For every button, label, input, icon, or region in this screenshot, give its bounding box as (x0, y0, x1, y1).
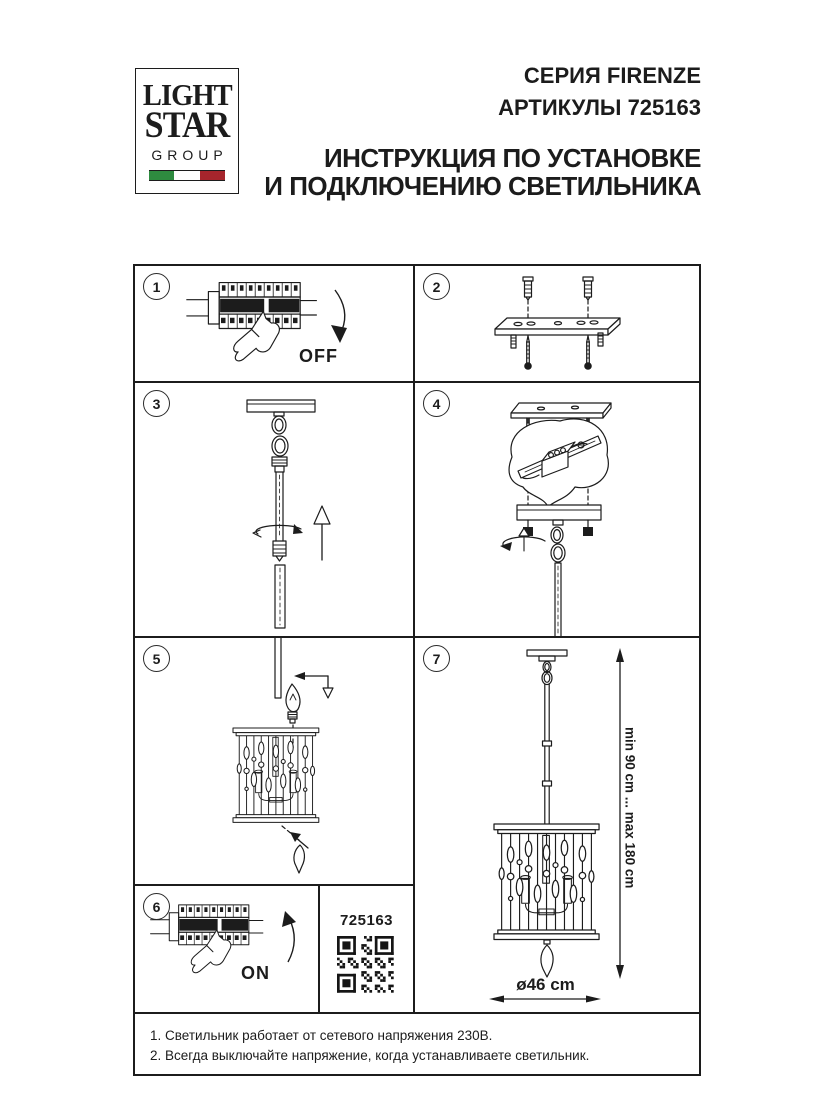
step-number-badge: 5 (143, 645, 170, 672)
footer-notes (135, 1014, 699, 1074)
assembled-lamp-illustration (415, 638, 699, 1014)
flag-red (200, 171, 225, 180)
articles-title: АРТИКУЛЫ 725163 (498, 95, 701, 120)
instruction-title (264, 144, 701, 200)
step-number-badge: 2 (423, 273, 450, 300)
lightstar-logo (135, 68, 239, 194)
height-range-dimension-label: min 90 cm ... max 180 cm (622, 727, 638, 889)
flag-green (149, 171, 174, 180)
off-label: OFF (299, 346, 338, 366)
diameter-dimension-label: ø46 cm (516, 975, 575, 994)
step-6-panel (135, 886, 320, 1014)
ceiling-connection-illustration (415, 383, 699, 638)
step-1-panel (135, 266, 415, 383)
qr-code (337, 936, 395, 994)
qr-panel (320, 886, 415, 1014)
qr-article-number: 725163 (339, 912, 394, 929)
step-number-badge: 7 (423, 645, 450, 672)
series-title: СЕРИЯ FIRENZE (523, 63, 701, 88)
step-number-badge: 6 (143, 893, 170, 920)
logo-word-light: LIGHT (142, 76, 232, 112)
header-article-block (498, 60, 701, 124)
instruction-title-line1: ИНСТРУКЦИЯ ПО УСТАНОВКЕ (323, 143, 701, 173)
instruction-title-line2: И ПОДКЛЮЧЕНИЮ СВЕТИЛЬНИКА (264, 171, 701, 201)
note-line-1: 1. Светильник работает от сетевого напряжения 230В. (150, 1028, 493, 1043)
mounting-bracket-illustration (415, 266, 699, 383)
step-number-badge: 1 (143, 273, 170, 300)
step-2-panel (415, 266, 699, 383)
italian-flag-stripe (149, 170, 225, 181)
shade-assembly-illustration (135, 638, 415, 886)
step-number-badge: 3 (143, 390, 170, 417)
note-line-2: 2. Всегда выключайте напряжение, когда устанавливаете светильник. (150, 1048, 590, 1063)
rod-adjustment-illustration (135, 383, 415, 638)
step-5-panel (135, 638, 415, 886)
steps-grid (133, 264, 701, 1076)
logo-word-group: GROUP (151, 147, 228, 164)
logo-word-star: STAR (144, 105, 230, 147)
step-number-badge: 4 (423, 390, 450, 417)
step-3-panel (135, 383, 415, 638)
flag-white (174, 171, 199, 180)
on-label: ON (241, 963, 270, 983)
circuit-breaker-off-illustration (135, 266, 415, 383)
step-4-panel (415, 383, 699, 638)
step-7-panel (415, 638, 699, 1014)
